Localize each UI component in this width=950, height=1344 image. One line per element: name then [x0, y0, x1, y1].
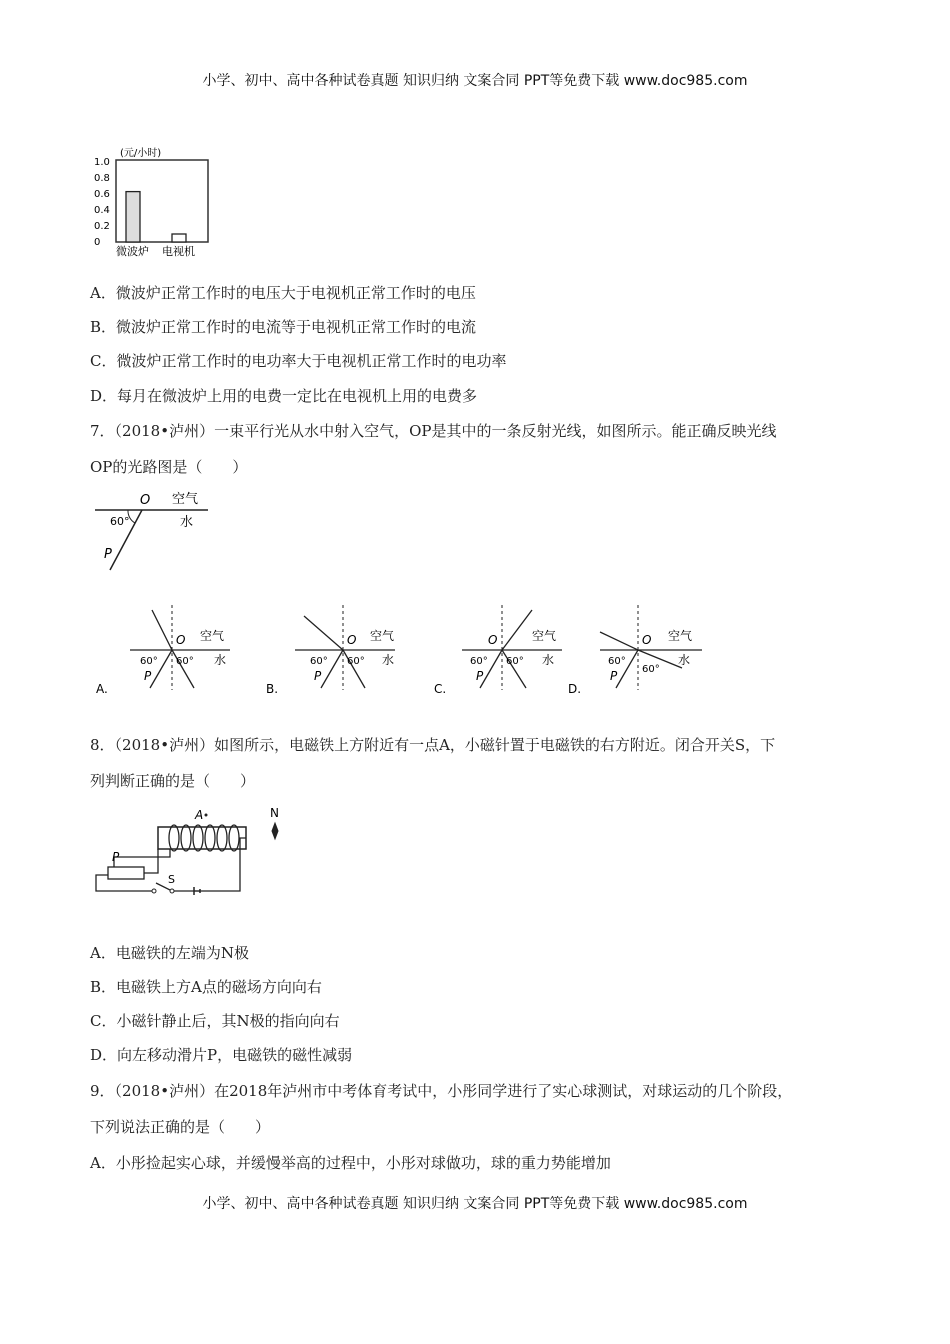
q9-stem-line1: 9．（2018•泸州）在2018年泸州市中考体育考试中，小彤同学进行了实心球测试，对球运动的几个阶段， — [90, 1082, 793, 1100]
chart-ytick-label: 0.2 — [94, 221, 110, 232]
label-n: N — [270, 806, 279, 820]
choice-d-figure — [568, 605, 702, 696]
choice-b-water: 水 — [382, 653, 395, 667]
q8-circuit-figure — [90, 803, 300, 903]
q8-option-b: B．电磁铁上方A点的磁场方向向右 — [90, 978, 322, 996]
chart-ytick-label: 0.6 — [94, 189, 110, 200]
q6-option-b: B．微波炉正常工作时的电流等于电视机正常工作时的电流 — [90, 318, 477, 336]
choice-b-air: 空气 — [370, 629, 395, 643]
q8-option-a: A．电磁铁的左端为N极 — [90, 944, 249, 962]
choice-b-angle-right: 60° — [347, 656, 365, 667]
choice-d-water: 水 — [678, 653, 691, 667]
choice-b-o: O — [347, 633, 357, 647]
choice-a-p: P — [144, 669, 152, 683]
choice-d-angle-left: 60° — [608, 656, 626, 667]
choice-a-angle-left: 60° — [140, 656, 158, 667]
label-p-slider: P — [112, 850, 120, 864]
choice-a-angle-right: 60° — [176, 656, 194, 667]
choice-d-label: D. — [568, 682, 582, 696]
choice-a-figure — [96, 605, 230, 696]
label-angle: 60° — [110, 515, 130, 528]
choice-c-angle-left: 60° — [470, 656, 488, 667]
choice-b-p: P — [314, 669, 322, 683]
chart-ytick-label: 0.8 — [94, 173, 110, 184]
choice-c-o: O — [488, 633, 498, 647]
choice-a-label: A. — [96, 682, 108, 696]
label-water: 水 — [180, 515, 194, 530]
q6-option-d: D．每月在微波炉上用的电费一定比在电视机上用的电费多 — [90, 387, 478, 405]
choice-c-water: 水 — [542, 653, 555, 667]
choice-a-air: 空气 — [200, 629, 225, 643]
label-o: O — [140, 493, 151, 508]
label-s: S — [168, 873, 175, 886]
choice-a-water: 水 — [214, 653, 227, 667]
label-a: A — [195, 808, 204, 822]
choice-c-angle-right: 60° — [506, 656, 524, 667]
q8-stem-line2: 列判断正确的是（ ） — [90, 772, 256, 790]
choice-d-p: P — [610, 669, 618, 683]
choice-c-label: C. — [434, 682, 447, 696]
q7-stem-line1: 7．（2018•泸州）一束平行光从水中射入空气，OP是其中的一条反射光线，如图所示。能正确反映光线 — [90, 422, 777, 440]
q8-stem-line1: 8．（2018•泸州）如图所示，电磁铁上方附近有一点A，小磁针置于电磁铁的右方附近。闭合开关S，下 — [90, 736, 776, 754]
label-air: 空气 — [172, 492, 199, 507]
choice-d-air: 空气 — [668, 629, 693, 643]
choice-c-figure — [434, 605, 562, 696]
bar-chart — [92, 145, 217, 260]
chart-ytick-label: 0 — [94, 237, 101, 248]
choice-c-p: P — [476, 669, 484, 683]
chart-bar — [126, 192, 140, 242]
page-header: 小学、初中、高中各种试卷真题 知识归纳 文案合同 PPT等免费下载 www.doc985.com — [202, 73, 748, 89]
q9-option-a: A．小彤捡起实心球，并缓慢举高的过程中，小彤对球做功，球的重力势能增加 — [90, 1154, 611, 1172]
choice-d-o: O — [642, 633, 652, 647]
chart-ytick-label: 1.0 — [94, 157, 110, 168]
label-p: P — [104, 547, 112, 562]
q8-option-d: D．向左移动滑片P，电磁铁的磁性减弱 — [90, 1046, 353, 1064]
choice-c-air: 空气 — [532, 629, 557, 643]
q6-option-c: C．微波炉正常工作时的电功率大于电视机正常工作时的电功率 — [90, 352, 507, 370]
q7-stem-line2: OP的光路图是（ ） — [90, 458, 248, 476]
chart-category-label: 电视机 — [162, 245, 195, 258]
choice-a-o: O — [176, 633, 186, 647]
q7-main-figure — [90, 488, 220, 578]
chart-ytick-label: 0.4 — [94, 205, 110, 216]
q9-stem-line2: 下列说法正确的是（ ） — [90, 1118, 271, 1136]
chart-ylabel: (元/小时) — [120, 148, 162, 159]
chart-bar — [172, 234, 186, 242]
choice-d-angle-right: 60° — [642, 664, 660, 675]
q8-option-c: C．小磁针静止后，其N极的指向向右 — [90, 1012, 340, 1030]
chart-category-label: 微波炉 — [116, 245, 149, 258]
choice-b-figure — [266, 605, 395, 696]
q6-option-a: A．微波炉正常工作时的电压大于电视机正常工作时的电压 — [90, 284, 476, 302]
choice-b-angle-left: 60° — [310, 656, 328, 667]
q7-choice-figures — [90, 600, 730, 700]
choice-b-label: B. — [266, 682, 279, 696]
page-footer: 小学、初中、高中各种试卷真题 知识归纳 文案合同 PPT等免费下载 www.doc985.com — [202, 1196, 748, 1212]
